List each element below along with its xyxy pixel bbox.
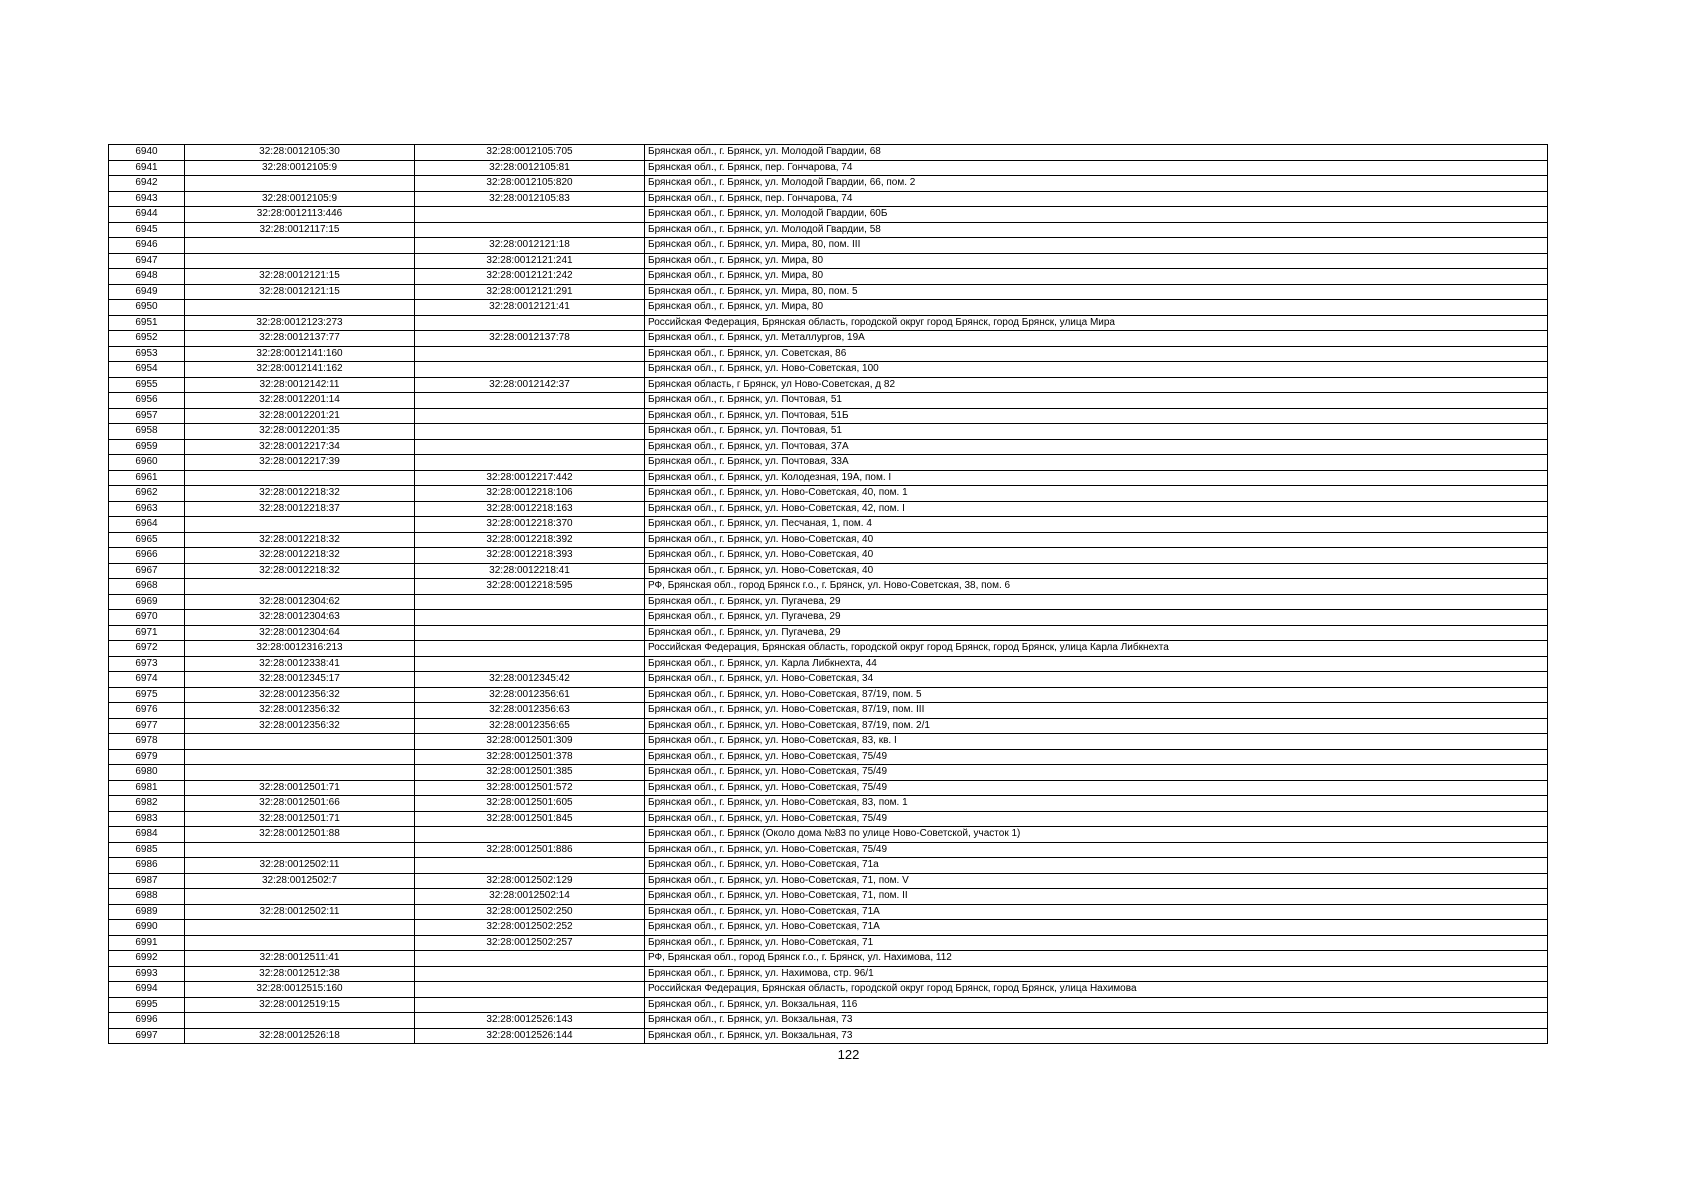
parcel-cadastral-number-cell: 32:28:0012501:66 [185,796,415,812]
page-number: 122 [837,1047,860,1062]
table-row [109,625,1548,641]
object-cadastral-number-cell: 32:28:0012356:65 [415,718,645,734]
table-row [109,579,1548,595]
row-number-cell: 6977 [109,718,185,734]
object-cadastral-number-cell: 32:28:0012142:37 [415,377,645,393]
row-number-cell: 6973 [109,656,185,672]
table-row [109,997,1548,1013]
address-cell: Брянская обл., г. Брянск, ул. Металлургов, 19А [645,331,1548,347]
table-row [109,780,1548,796]
object-cadastral-number-cell: 32:28:0012356:63 [415,703,645,719]
row-number-cell: 6960 [109,455,185,471]
address-cell: Брянская обл., г. Брянск, ул. Ново-Советская, 71, пом. V [645,873,1548,889]
row-number-cell: 6950 [109,300,185,316]
row-number-cell: 6987 [109,873,185,889]
parcel-cadastral-number-cell: 32:28:0012501:88 [185,827,415,843]
parcel-cadastral-number-cell: 32:28:0012519:15 [185,997,415,1013]
address-cell: Брянская обл., г. Брянск, ул. Пугачева, 29 [645,625,1548,641]
object-cadastral-number-cell [415,966,645,982]
table-row [109,300,1548,316]
row-number-cell: 6974 [109,672,185,688]
parcel-cadastral-number-cell: 32:28:0012515:160 [185,982,415,998]
address-cell: Брянская обл., г. Брянск, ул. Колодезная, 19А, пом. I [645,470,1548,486]
address-cell: Брянская обл., г. Брянск, ул. Молодой Гвардии, 68 [645,145,1548,161]
object-cadastral-number-cell: 32:28:0012218:163 [415,501,645,517]
object-cadastral-number-cell: 32:28:0012502:250 [415,904,645,920]
row-number-cell: 6956 [109,393,185,409]
object-cadastral-number-cell: 32:28:0012105:81 [415,160,645,176]
row-number-cell: 6980 [109,765,185,781]
address-cell: Брянская обл., г. Брянск, ул. Карла Либкнехта, 44 [645,656,1548,672]
address-cell: Брянская обл., г. Брянск, ул. Вокзальная, 116 [645,997,1548,1013]
table-row [109,176,1548,192]
parcel-cadastral-number-cell: 32:28:0012502:11 [185,858,415,874]
table-row [109,548,1548,564]
table-row [109,935,1548,951]
table-row [109,718,1548,734]
row-number-cell: 6982 [109,796,185,812]
row-number-cell: 6954 [109,362,185,378]
parcel-cadastral-number-cell [185,253,415,269]
parcel-cadastral-number-cell: 32:28:0012512:38 [185,966,415,982]
address-cell: Брянская обл., г. Брянск, ул. Молодой Гвардии, 58 [645,222,1548,238]
object-cadastral-number-cell: 32:28:0012121:291 [415,284,645,300]
parcel-cadastral-number-cell [185,889,415,905]
object-cadastral-number-cell: 32:28:0012137:78 [415,331,645,347]
table-row [109,641,1548,657]
object-cadastral-number-cell [415,641,645,657]
address-cell: РФ, Брянская обл., город Брянск г.о., г. Брянск, ул. Ново-Советская, 38, пом. 6 [645,579,1548,595]
object-cadastral-number-cell [415,827,645,843]
row-number-cell: 6962 [109,486,185,502]
address-cell: РФ, Брянская обл., город Брянск г.о., г. Брянск, ул. Нахимова, 112 [645,951,1548,967]
table-row [109,610,1548,626]
address-cell: Брянская обл., г. Брянск, ул. Ново-Советская, 87/19, пом. 5 [645,687,1548,703]
object-cadastral-number-cell: 32:28:0012218:595 [415,579,645,595]
object-cadastral-number-cell: 32:28:0012121:241 [415,253,645,269]
parcel-cadastral-number-cell [185,300,415,316]
object-cadastral-number-cell: 32:28:0012105:83 [415,191,645,207]
address-cell: Брянская обл., г. Брянск, ул. Ново-Советская, 42, пом. I [645,501,1548,517]
registry-table [108,144,1548,1044]
address-cell: Брянская обл., г. Брянск, ул. Ново-Советская, 75/49 [645,749,1548,765]
table-row [109,811,1548,827]
object-cadastral-number-cell [415,625,645,641]
address-cell: Брянская обл., г. Брянск, ул. Почтовая, 33А [645,455,1548,471]
parcel-cadastral-number-cell: 32:28:0012117:15 [185,222,415,238]
table-row [109,858,1548,874]
table-row [109,501,1548,517]
row-number-cell: 6981 [109,780,185,796]
row-number-cell: 6975 [109,687,185,703]
table-row [109,842,1548,858]
object-cadastral-number-cell: 32:28:0012501:378 [415,749,645,765]
parcel-cadastral-number-cell [185,935,415,951]
address-cell: Брянская обл., г. Брянск, ул. Почтовая, 51Б [645,408,1548,424]
address-cell: Российская Федерация, Брянская область, городской округ город Брянск, город Брянск, улица Нахимова [645,982,1548,998]
address-cell: Брянская обл., г. Брянск, ул. Ново-Советская, 40 [645,563,1548,579]
object-cadastral-number-cell [415,346,645,362]
object-cadastral-number-cell: 32:28:0012217:442 [415,470,645,486]
address-cell: Брянская обл., г. Брянск, ул. Песчаная, 1, пом. 4 [645,517,1548,533]
parcel-cadastral-number-cell: 32:28:0012316:213 [185,641,415,657]
table-row [109,331,1548,347]
address-cell: Брянская обл., г. Брянск, ул. Ново-Советская, 87/19, пом. III [645,703,1548,719]
object-cadastral-number-cell: 32:28:0012501:886 [415,842,645,858]
object-cadastral-number-cell: 32:28:0012218:370 [415,517,645,533]
parcel-cadastral-number-cell: 32:28:0012501:71 [185,811,415,827]
object-cadastral-number-cell [415,594,645,610]
parcel-cadastral-number-cell: 32:28:0012502:7 [185,873,415,889]
table-row [109,951,1548,967]
row-number-cell: 6972 [109,641,185,657]
parcel-cadastral-number-cell: 32:28:0012121:15 [185,269,415,285]
row-number-cell: 6992 [109,951,185,967]
object-cadastral-number-cell [415,455,645,471]
row-number-cell: 6957 [109,408,185,424]
row-number-cell: 6984 [109,827,185,843]
table-row [109,827,1548,843]
row-number-cell: 6964 [109,517,185,533]
row-number-cell: 6997 [109,1028,185,1044]
parcel-cadastral-number-cell: 32:28:0012345:17 [185,672,415,688]
address-cell: Брянская обл., г. Брянск, ул. Мира, 80, пом. III [645,238,1548,254]
object-cadastral-number-cell: 32:28:0012121:18 [415,238,645,254]
object-cadastral-number-cell [415,222,645,238]
table-row [109,253,1548,269]
address-cell: Брянская обл., г. Брянск, ул. Пугачева, 29 [645,610,1548,626]
object-cadastral-number-cell: 32:28:0012501:309 [415,734,645,750]
parcel-cadastral-number-cell: 32:28:0012141:162 [185,362,415,378]
address-cell: Брянская обл., г. Брянск, ул. Мира, 80 [645,300,1548,316]
table-row [109,1028,1548,1044]
table-row [109,222,1548,238]
parcel-cadastral-number-cell: 32:28:0012218:32 [185,532,415,548]
object-cadastral-number-cell [415,315,645,331]
address-cell: Брянская обл., г. Брянск, ул. Ново-Советская, 71а [645,858,1548,874]
table-row [109,207,1548,223]
address-cell: Брянская обл., г. Брянск, ул. Советская, 86 [645,346,1548,362]
table-row [109,408,1548,424]
table-row [109,1013,1548,1029]
row-number-cell: 6979 [109,749,185,765]
row-number-cell: 6971 [109,625,185,641]
table-row [109,734,1548,750]
parcel-cadastral-number-cell [185,765,415,781]
table-row [109,889,1548,905]
parcel-cadastral-number-cell: 32:28:0012338:41 [185,656,415,672]
object-cadastral-number-cell [415,362,645,378]
row-number-cell: 6941 [109,160,185,176]
object-cadastral-number-cell: 32:28:0012218:392 [415,532,645,548]
row-number-cell: 6940 [109,145,185,161]
object-cadastral-number-cell: 32:28:0012121:242 [415,269,645,285]
row-number-cell: 6968 [109,579,185,595]
address-cell: Брянская обл., г. Брянск, ул. Ново-Советская, 71 [645,935,1548,951]
parcel-cadastral-number-cell: 32:28:0012137:77 [185,331,415,347]
object-cadastral-number-cell: 32:28:0012218:393 [415,548,645,564]
address-cell: Брянская обл., г. Брянск, ул. Ново-Советская, 75/49 [645,780,1548,796]
parcel-cadastral-number-cell: 32:28:0012304:62 [185,594,415,610]
address-cell: Брянская обл., г. Брянск, ул. Почтовая, 51 [645,393,1548,409]
parcel-cadastral-number-cell: 32:28:0012201:14 [185,393,415,409]
parcel-cadastral-number-cell: 32:28:0012218:32 [185,563,415,579]
address-cell: Брянская обл., г. Брянск, ул. Мира, 80 [645,253,1548,269]
address-cell: Брянская обл., г. Брянск, ул. Молодой Гвардии, 60Б [645,207,1548,223]
object-cadastral-number-cell [415,656,645,672]
table-row [109,377,1548,393]
parcel-cadastral-number-cell [185,579,415,595]
address-cell: Брянская обл., г. Брянск, ул. Молодой Гвардии, 66, пом. 2 [645,176,1548,192]
parcel-cadastral-number-cell: 32:28:0012105:9 [185,191,415,207]
parcel-cadastral-number-cell: 32:28:0012121:15 [185,284,415,300]
parcel-cadastral-number-cell [185,238,415,254]
parcel-cadastral-number-cell [185,1013,415,1029]
table-row [109,439,1548,455]
object-cadastral-number-cell: 32:28:0012121:41 [415,300,645,316]
object-cadastral-number-cell: 32:28:0012501:845 [415,811,645,827]
row-number-cell: 6949 [109,284,185,300]
row-number-cell: 6983 [109,811,185,827]
table-row [109,703,1548,719]
row-number-cell: 6955 [109,377,185,393]
table-row [109,362,1548,378]
row-number-cell: 6965 [109,532,185,548]
address-cell: Брянская обл., г. Брянск, ул. Вокзальная, 73 [645,1013,1548,1029]
table-row [109,656,1548,672]
table-row [109,269,1548,285]
parcel-cadastral-number-cell: 32:28:0012356:32 [185,718,415,734]
table-row [109,532,1548,548]
address-cell: Брянская обл., г. Брянск, пер. Гончарова, 74 [645,160,1548,176]
address-cell: Брянская обл., г. Брянск, ул. Ново-Советская, 40, пом. 1 [645,486,1548,502]
table-row [109,486,1548,502]
parcel-cadastral-number-cell: 32:28:0012141:160 [185,346,415,362]
row-number-cell: 6958 [109,424,185,440]
table-row [109,455,1548,471]
table-row [109,284,1548,300]
table-row [109,238,1548,254]
object-cadastral-number-cell: 32:28:0012218:106 [415,486,645,502]
address-cell: Брянская обл., г. Брянск, ул. Ново-Советская, 40 [645,548,1548,564]
object-cadastral-number-cell: 32:28:0012501:605 [415,796,645,812]
address-cell: Российская Федерация, Брянская область, городской округ город Брянск, город Брянск, улица Карла Либкнехта [645,641,1548,657]
row-number-cell: 6978 [109,734,185,750]
parcel-cadastral-number-cell: 32:28:0012217:34 [185,439,415,455]
parcel-cadastral-number-cell [185,176,415,192]
object-cadastral-number-cell: 32:28:0012526:144 [415,1028,645,1044]
address-cell: Брянская обл., г. Брянск, ул. Ново-Советская, 83, кв. I [645,734,1548,750]
row-number-cell: 6942 [109,176,185,192]
object-cadastral-number-cell: 32:28:0012526:143 [415,1013,645,1029]
object-cadastral-number-cell [415,424,645,440]
object-cadastral-number-cell [415,982,645,998]
object-cadastral-number-cell: 32:28:0012105:820 [415,176,645,192]
table-row [109,966,1548,982]
address-cell: Российская Федерация, Брянская область, городской округ город Брянск, город Брянск, улица Мира [645,315,1548,331]
table-row [109,563,1548,579]
table-row [109,873,1548,889]
parcel-cadastral-number-cell: 32:28:0012304:63 [185,610,415,626]
address-cell: Брянская обл., г. Брянск, ул. Ново-Советская, 71А [645,920,1548,936]
parcel-cadastral-number-cell: 32:28:0012105:9 [185,160,415,176]
row-number-cell: 6990 [109,920,185,936]
table-row [109,145,1548,161]
table-row [109,687,1548,703]
parcel-cadastral-number-cell: 32:28:0012105:30 [185,145,415,161]
row-number-cell: 6943 [109,191,185,207]
row-number-cell: 6996 [109,1013,185,1029]
row-number-cell: 6948 [109,269,185,285]
address-cell: Брянская обл., г. Брянск, ул. Ново-Советская, 75/49 [645,811,1548,827]
row-number-cell: 6963 [109,501,185,517]
parcel-cadastral-number-cell [185,842,415,858]
parcel-cadastral-number-cell [185,749,415,765]
address-cell: Брянская обл., г. Брянск, ул. Пугачева, 29 [645,594,1548,610]
object-cadastral-number-cell [415,997,645,1013]
row-number-cell: 6985 [109,842,185,858]
parcel-cadastral-number-cell [185,470,415,486]
row-number-cell: 6952 [109,331,185,347]
table-row [109,517,1548,533]
parcel-cadastral-number-cell: 32:28:0012113:446 [185,207,415,223]
parcel-cadastral-number-cell [185,920,415,936]
object-cadastral-number-cell: 32:28:0012501:572 [415,780,645,796]
address-cell: Брянская обл., г. Брянск, ул. Почтовая, 51 [645,424,1548,440]
table-row [109,393,1548,409]
address-cell: Брянская обл., г. Брянск, пер. Гончарова, 74 [645,191,1548,207]
object-cadastral-number-cell: 32:28:0012218:41 [415,563,645,579]
parcel-cadastral-number-cell: 32:28:0012526:18 [185,1028,415,1044]
row-number-cell: 6944 [109,207,185,223]
row-number-cell: 6995 [109,997,185,1013]
row-number-cell: 6986 [109,858,185,874]
object-cadastral-number-cell: 32:28:0012345:42 [415,672,645,688]
row-number-cell: 6967 [109,563,185,579]
address-cell: Брянская обл., г. Брянск, ул. Почтовая, 37А [645,439,1548,455]
table-row [109,765,1548,781]
object-cadastral-number-cell [415,610,645,626]
row-number-cell: 6961 [109,470,185,486]
address-cell: Брянская обл., г. Брянск, ул. Ново-Советская, 83, пом. 1 [645,796,1548,812]
row-number-cell: 6947 [109,253,185,269]
address-cell: Брянская обл., г. Брянск, ул. Ново-Советская, 75/49 [645,842,1548,858]
address-cell: Брянская обл., г. Брянск, ул. Ново-Советская, 71А [645,904,1548,920]
table-row [109,920,1548,936]
row-number-cell: 6951 [109,315,185,331]
parcel-cadastral-number-cell: 32:28:0012511:41 [185,951,415,967]
object-cadastral-number-cell: 32:28:0012502:129 [415,873,645,889]
object-cadastral-number-cell: 32:28:0012502:14 [415,889,645,905]
parcel-cadastral-number-cell: 32:28:0012142:11 [185,377,415,393]
row-number-cell: 6959 [109,439,185,455]
parcel-cadastral-number-cell: 32:28:0012123:273 [185,315,415,331]
object-cadastral-number-cell [415,439,645,455]
parcel-cadastral-number-cell: 32:28:0012201:35 [185,424,415,440]
address-cell: Брянская обл., г. Брянск, ул. Мира, 80, пом. 5 [645,284,1548,300]
row-number-cell: 6993 [109,966,185,982]
parcel-cadastral-number-cell [185,734,415,750]
parcel-cadastral-number-cell [185,517,415,533]
table-row [109,749,1548,765]
parcel-cadastral-number-cell: 32:28:0012356:32 [185,703,415,719]
object-cadastral-number-cell [415,408,645,424]
table-row [109,470,1548,486]
address-cell: Брянская обл., г. Брянск, ул. Нахимова, стр. 96/1 [645,966,1548,982]
parcel-cadastral-number-cell: 32:28:0012502:11 [185,904,415,920]
table-row [109,672,1548,688]
object-cadastral-number-cell [415,393,645,409]
address-cell: Брянская обл., г. Брянск, ул. Ново-Советская, 40 [645,532,1548,548]
parcel-cadastral-number-cell: 32:28:0012218:32 [185,548,415,564]
row-number-cell: 6994 [109,982,185,998]
table-row [109,424,1548,440]
row-number-cell: 6989 [109,904,185,920]
parcel-cadastral-number-cell: 32:28:0012218:32 [185,486,415,502]
address-cell: Брянская область, г Брянск, ул Ново-Советская, д 82 [645,377,1548,393]
table-row [109,796,1548,812]
object-cadastral-number-cell: 32:28:0012502:252 [415,920,645,936]
row-number-cell: 6976 [109,703,185,719]
parcel-cadastral-number-cell: 32:28:0012217:39 [185,455,415,471]
row-number-cell: 6966 [109,548,185,564]
row-number-cell: 6946 [109,238,185,254]
address-cell: Брянская обл., г. Брянск, ул. Ново-Советская, 87/19, пом. 2/1 [645,718,1548,734]
address-cell: Брянская обл., г. Брянск, ул. Ново-Советская, 34 [645,672,1548,688]
parcel-cadastral-number-cell: 32:28:0012356:32 [185,687,415,703]
table-row [109,346,1548,362]
parcel-cadastral-number-cell: 32:28:0012304:64 [185,625,415,641]
registry-table-body [109,145,1548,1044]
object-cadastral-number-cell: 32:28:0012501:385 [415,765,645,781]
object-cadastral-number-cell [415,858,645,874]
object-cadastral-number-cell: 32:28:0012502:257 [415,935,645,951]
row-number-cell: 6945 [109,222,185,238]
address-cell: Брянская обл., г. Брянск, ул. Ново-Советская, 75/49 [645,765,1548,781]
row-number-cell: 6969 [109,594,185,610]
address-cell: Брянская обл., г. Брянск, ул. Ново-Советская, 71, пом. II [645,889,1548,905]
row-number-cell: 6953 [109,346,185,362]
row-number-cell: 6991 [109,935,185,951]
object-cadastral-number-cell [415,951,645,967]
object-cadastral-number-cell [415,207,645,223]
table-row [109,982,1548,998]
address-cell: Брянская обл., г. Брянск, ул. Вокзальная, 73 [645,1028,1548,1044]
address-cell: Брянская обл., г. Брянск, ул. Ново-Советская, 100 [645,362,1548,378]
table-row [109,191,1548,207]
object-cadastral-number-cell: 32:28:0012356:61 [415,687,645,703]
table-row [109,594,1548,610]
address-cell: Брянская обл., г. Брянск (Около дома №83 по улице Ново-Советской, участок 1) [645,827,1548,843]
address-cell: Брянская обл., г. Брянск, ул. Мира, 80 [645,269,1548,285]
table-row [109,904,1548,920]
parcel-cadastral-number-cell: 32:28:0012501:71 [185,780,415,796]
row-number-cell: 6970 [109,610,185,626]
parcel-cadastral-number-cell: 32:28:0012201:21 [185,408,415,424]
object-cadastral-number-cell: 32:28:0012105:705 [415,145,645,161]
table-row [109,160,1548,176]
table-row [109,315,1548,331]
row-number-cell: 6988 [109,889,185,905]
parcel-cadastral-number-cell: 32:28:0012218:37 [185,501,415,517]
